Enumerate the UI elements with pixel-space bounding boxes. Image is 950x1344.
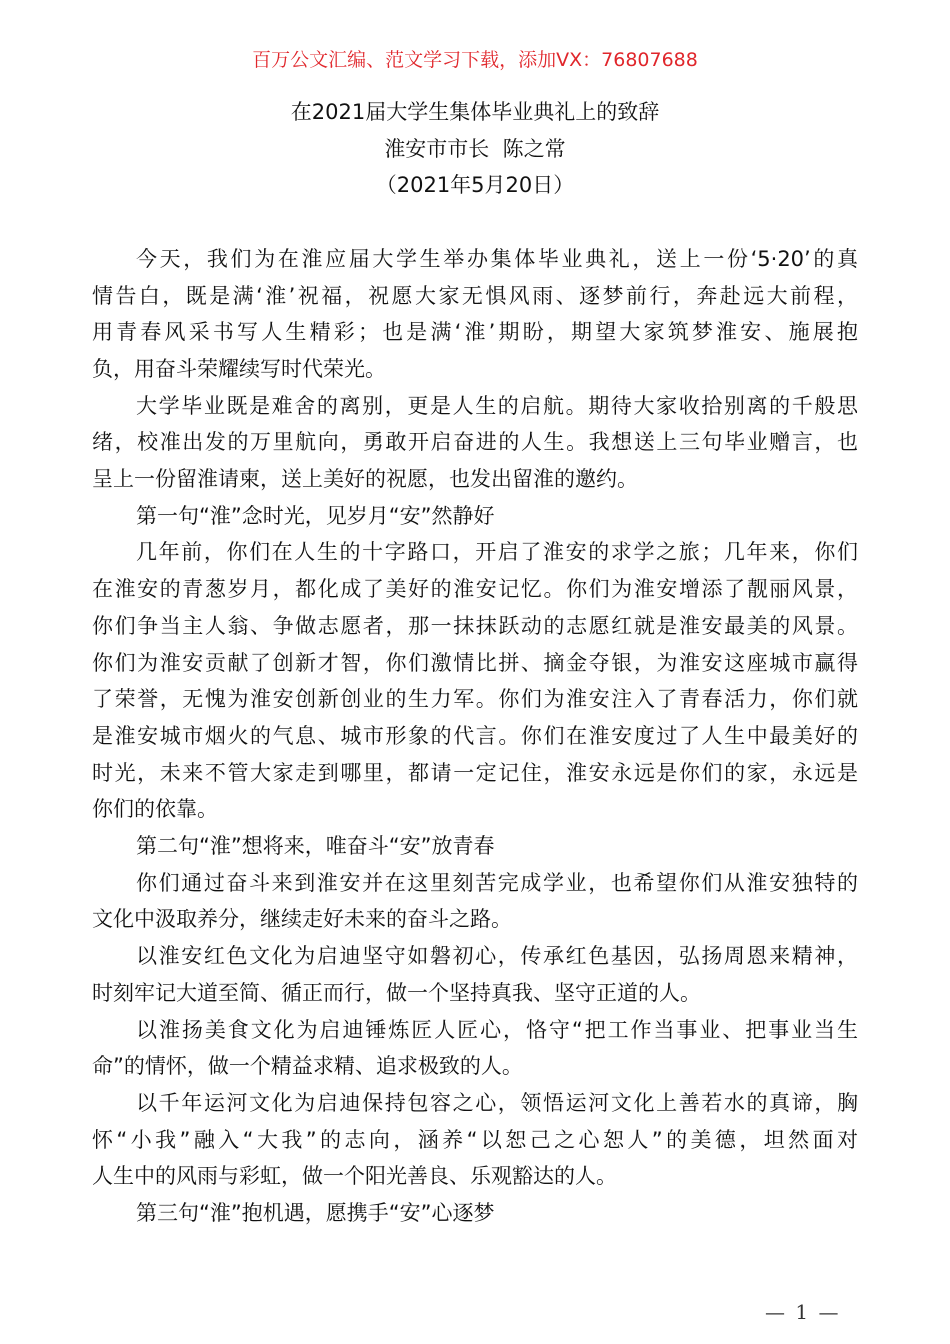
body-content [92, 241, 858, 1232]
heading-text: 第二句“淮”想将来，唯奋斗“安”放青春 [136, 834, 495, 859]
paragraph-line: 今天，我们为在淮应届大学生举办集体毕业典礼，送上一份‘5·20’的真 [136, 246, 858, 271]
section-heading [92, 1195, 858, 1232]
paragraph-line: 是淮安城市烟火的气息、城市形象的代言。你们在淮安度过了人生中最美好的 [92, 723, 858, 748]
document-body [92, 94, 858, 1232]
section-heading [92, 498, 858, 535]
paragraph-line: 以淮扬美食文化为启迪锤炼匠人匠心，恪守“把工作当事业、把事业当生 [136, 1017, 858, 1042]
paragraph-line: 人生中的风雨与彩虹，做一个阳光善良、乐观豁达的人。 [92, 1164, 617, 1189]
paragraph [92, 241, 858, 388]
paragraph [92, 865, 858, 938]
document-title: 在2021届大学生集体毕业典礼上的致辞 [290, 100, 660, 124]
paragraph-line: 了荣誉，无愧为淮安创新创业的生力军。你们为淮安注入了青春活力，你们就 [92, 687, 858, 712]
paragraph-line: 用青春风采书写人生精彩；也是满‘淮’期盼，期望大家筑梦淮安、施展抱 [92, 320, 858, 345]
paragraph-line: 大学毕业既是难舍的离别，更是人生的启航。期待大家收拾别离的千般思 [136, 393, 858, 418]
paragraph-line: 负，用奋斗荣耀续写时代荣光。 [92, 356, 386, 381]
paragraph-line: 呈上一份留淮请柬，送上美好的祝愿，也发出留淮的邀约。 [92, 467, 638, 492]
paragraph [92, 1012, 858, 1085]
heading-text: 第一句“淮”念时光，见岁月“安”然静好 [136, 503, 495, 528]
watermark-banner: 百万公文汇编、范文学习下载，添加VX：76807688 [252, 49, 698, 71]
heading-text: 第三句“淮”抱机遇，愿携手“安”心逐梦 [136, 1201, 495, 1226]
paragraph-line: 几年前，你们在人生的十字路口，开启了淮安的求学之旅；几年来，你们 [136, 540, 858, 565]
paragraph [92, 534, 858, 828]
document-date: （2021年5月20日） [375, 173, 575, 198]
paragraph-line: 时光，未来不管大家走到哪里，都请一定记住，淮安永远是你们的家，永远是 [92, 760, 858, 785]
paragraph [92, 938, 858, 1011]
paragraph-line: 你们通过奋斗来到淮安并在这里刻苦完成学业，也希望你们从淮安独特的 [136, 870, 858, 895]
page-number: — 1 — [765, 1300, 841, 1324]
section-heading [92, 828, 858, 865]
paragraph-line: 以淮安红色文化为启迪坚守如磐初心，传承红色基因，弘扬周恩来精神， [136, 944, 858, 969]
spacer [92, 204, 858, 241]
paragraph-line: 你们为淮安贡献了创新才智，你们激情比拼、摘金夺银，为淮安这座城市赢得 [92, 650, 858, 675]
paragraph-line: 在淮安的青葱岁月，都化成了美好的淮安记忆。你们为淮安增添了靓丽风景， [92, 577, 858, 602]
paragraph-line: 你们争当主人翁、争做志愿者，那一抹抹跃动的志愿红就是淮安最美的风景。 [92, 613, 858, 638]
paragraph-line: 文化中汲取养分，继续走好未来的奋斗之路。 [92, 907, 512, 932]
paragraph-line: 情告白，既是满‘淮’祝福，祝愿大家无惧风雨、逐梦前行，奔赴远大前程， [92, 283, 858, 308]
paragraph [92, 1085, 858, 1195]
paragraph-line: 以千年运河文化为启迪保持包容之心，领悟运河文化上善若水的真谛，胸 [136, 1090, 858, 1115]
paragraph [92, 388, 858, 498]
paragraph-line: 绪，校准出发的万里航向，勇敢开启奋进的人生。我想送上三句毕业赠言，也 [92, 430, 858, 455]
paragraph-line: 时刻牢记大道至简、循正而行，做一个坚持真我、坚守正道的人。 [92, 980, 701, 1005]
document-author: 淮安市市长 陈之常 [384, 136, 566, 161]
paragraph-line: 怀“小我”融入“大我”的志向，涵养“以恕己之心恕人”的美德，坦然面对 [92, 1127, 858, 1152]
paragraph-line: 命”的情怀，做一个精益求精、追求极致的人。 [92, 1054, 523, 1079]
paragraph-line: 你们的依靠。 [92, 797, 218, 822]
